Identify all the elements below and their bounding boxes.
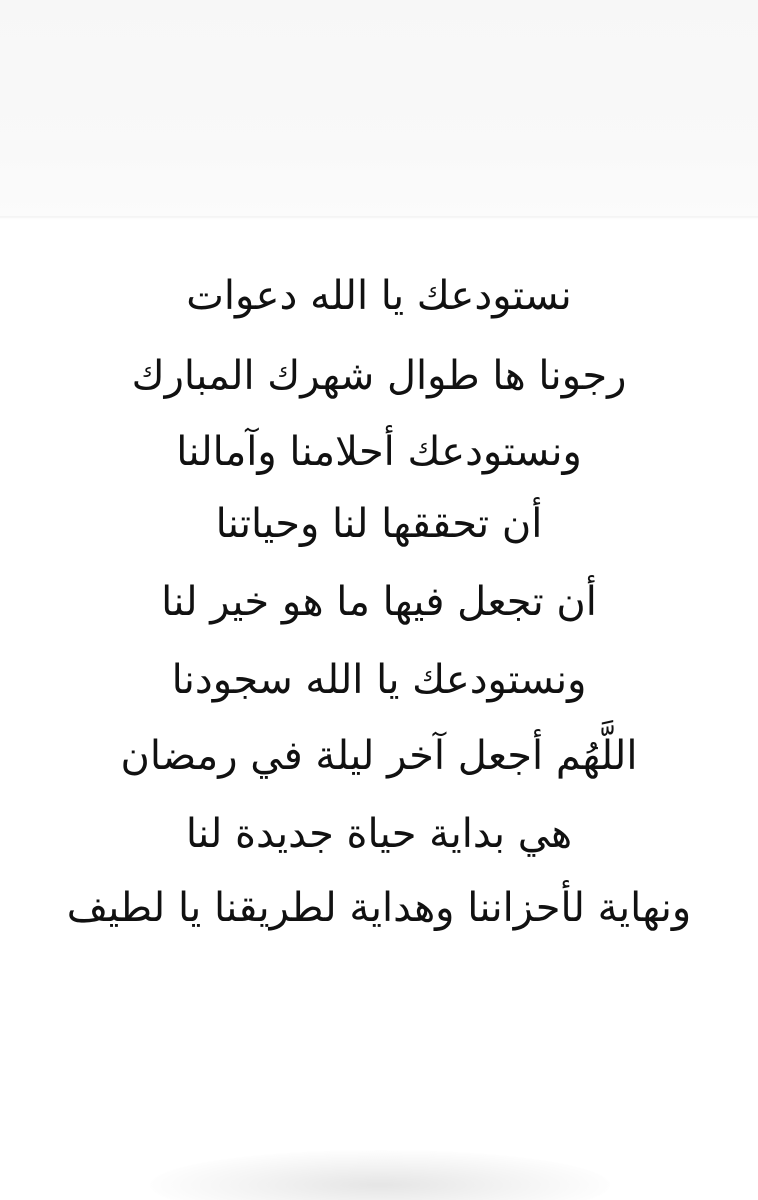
poem-text-block — [40, 0, 718, 1200]
poem-line-9: ونهاية لأحزاننا وهداية لطريقنا يا لطيف — [66, 885, 692, 931]
poem-line-5: أن تجعل فيها ما هو خير لنا — [161, 579, 597, 625]
poem-line-8: هي بداية حياة جديدة لنا — [185, 811, 573, 857]
poem-line-4: أن تحققها لنا وحياتنا — [215, 501, 543, 547]
poem-line-2: رجونا ها طوال شهرك المبارك — [131, 353, 627, 399]
poem-line-7: اللَّهُم أجعل آخر ليلة في رمضان — [120, 733, 638, 779]
poem-line-3: ونستودعك أحلامنا وآمالنا — [176, 429, 582, 475]
poem-line-1: نستودعك يا الله دعوات — [186, 273, 572, 319]
poem-line-6: ونستودعك يا الله سجودنا — [171, 657, 587, 703]
